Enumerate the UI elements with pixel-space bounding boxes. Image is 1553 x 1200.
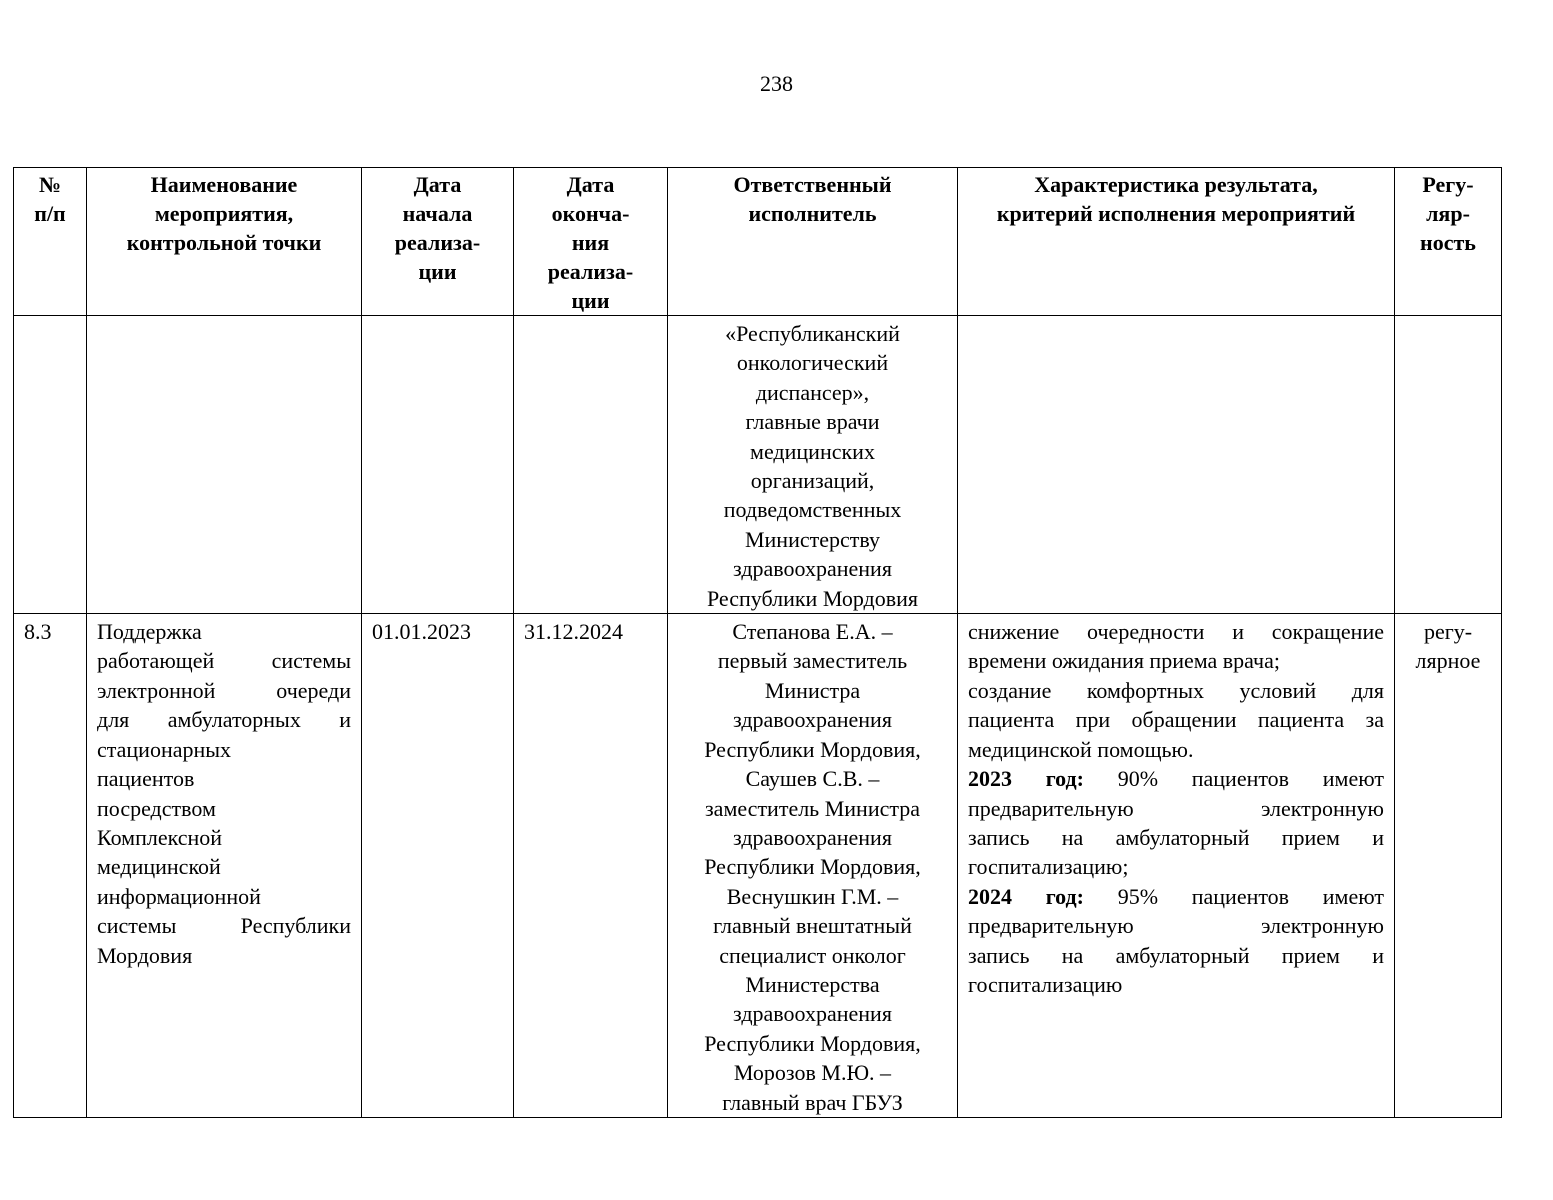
measure-name-line: для амбулаторных и (97, 707, 351, 733)
cell-responsible: «Республиканский онкологический диспансер», главные врачи медицинских организаций, подведомственных Министерству здравоохранения Республики Мордовия (668, 316, 958, 614)
criteria-line: предварительную электронную (968, 913, 1384, 939)
measure-name-line: Поддержка (97, 619, 202, 645)
measure-name-text (97, 617, 351, 970)
measure-name-line: электронной очереди (97, 677, 351, 703)
header-number: № п/п (14, 168, 87, 316)
measure-name-line: пациентов (97, 766, 195, 792)
measures-table (13, 167, 1502, 1118)
header-end-date: Дата оконча- ния реализа- ции (514, 168, 668, 316)
measure-name-line: системы Республики (97, 913, 351, 939)
criteria-line: запись на амбулаторный прием и (968, 824, 1384, 850)
criteria-year-label: 2024 год: (968, 883, 1084, 909)
cell-number: 8.3 (14, 614, 87, 1118)
criteria-line: 2024 год: 95% пациентов имеют (968, 883, 1384, 909)
header-measure-name: Наименование мероприятия, контрольной точки (87, 168, 362, 316)
cell-criteria (958, 316, 1395, 614)
header-responsible: Ответственный исполнитель (668, 168, 958, 316)
criteria-line: создание комфортных условий для (968, 677, 1384, 703)
measure-name-line: Мордовия (97, 942, 193, 968)
cell-criteria (958, 614, 1395, 1118)
cell-responsible: Степанова Е.А. – первый заместитель Министра здравоохранения Республики Мордовия, Саушев С.В. – заместитель Министра здравоохранения Республики Мордовия, Веснушкин Г.М. – главный внештатный специалист онколог Министерства здравоохранения Республики Мордовия, Морозов М.Ю. – главный врач ГБУЗ (668, 614, 958, 1118)
criteria-line: запись на амбулаторный прием и (968, 942, 1384, 968)
cell-start-date (362, 316, 514, 614)
criteria-year-label: 2023 год: (968, 766, 1084, 792)
criteria-line: медицинской помощью. (968, 736, 1194, 762)
header-start-date: Дата начала реализа- ции (362, 168, 514, 316)
criteria-text (968, 617, 1384, 999)
cell-start-date: 01.01.2023 (362, 614, 514, 1118)
table-row-continuation (14, 316, 1502, 614)
cell-regularity (1395, 316, 1502, 614)
measure-name-line: медицинской (97, 854, 221, 880)
table-header-row (14, 168, 1502, 316)
criteria-line: пациента при обращении пациента за (968, 707, 1384, 733)
page-number: 238 (760, 71, 793, 96)
cell-measure-name (87, 614, 362, 1118)
header-criteria: Характеристика результата, критерий исполнения мероприятий (958, 168, 1395, 316)
criteria-line: предварительную электронную (968, 795, 1384, 821)
cell-measure-name (87, 316, 362, 614)
measure-name-line: посредством (97, 795, 216, 821)
cell-end-date: 31.12.2024 (514, 614, 668, 1118)
cell-number (14, 316, 87, 614)
measure-name-line: Комплексной (97, 824, 223, 850)
header-regularity: Регу- ляр- ность (1395, 168, 1502, 316)
cell-regularity: регу- лярное (1395, 614, 1502, 1118)
measure-name-line: стационарных (97, 736, 232, 762)
table-row-8-3 (14, 614, 1502, 1118)
criteria-line: снижение очередности и сокращение (968, 619, 1384, 645)
criteria-line: 2023 год: 90% пациентов имеют (968, 766, 1384, 792)
measure-name-line: работающей системы (97, 648, 351, 674)
cell-end-date (514, 316, 668, 614)
measure-name-line: информационной (97, 883, 261, 909)
criteria-line: времени ожидания приема врача; (968, 648, 1280, 674)
criteria-line: госпитализацию (968, 971, 1123, 997)
criteria-line: госпитализацию; (968, 854, 1129, 880)
